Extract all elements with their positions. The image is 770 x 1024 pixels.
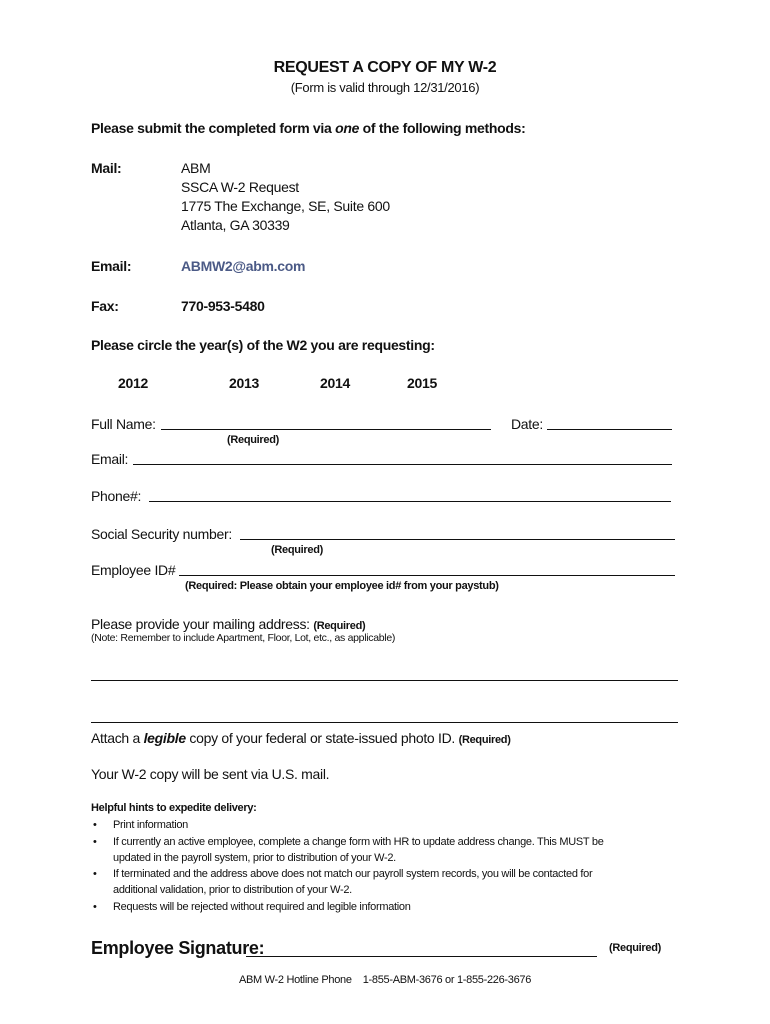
year-option[interactable]: 2013 (229, 375, 259, 391)
employee-id-label: Employee ID# (91, 562, 176, 578)
footer-hotline: ABM W-2 Hotline Phone 1-855-ABM-3676 or 1-855-226-3676 (238, 974, 532, 986)
mailing-address-label (91, 617, 365, 632)
submit-heading (91, 121, 526, 135)
submit-heading-pre: Please submit the completed form via (91, 120, 336, 136)
year-option[interactable]: 2014 (320, 375, 350, 391)
year-option[interactable]: 2015 (407, 375, 437, 391)
mailing-address-line-1[interactable] (91, 680, 678, 681)
mailing-address-text: Please provide your mailing address: (91, 616, 310, 632)
page-title: REQUEST A COPY OF MY W-2 (273, 59, 497, 76)
mail-address-line: ABM (181, 160, 211, 176)
phone-label: Phone#: (91, 488, 142, 504)
hints-heading: Helpful hints to expedite delivery: (91, 802, 257, 814)
required-note: (Required) (227, 434, 280, 446)
submit-heading-em: one (335, 120, 360, 136)
hint-item: Requests will be rejected without required and legible information (113, 901, 411, 913)
hint-item: If currently an active employee, complete a change form with HR to update address change. This MUST be (113, 836, 604, 848)
email-label: Email: (91, 451, 129, 467)
mail-label: Mail: (91, 160, 122, 176)
attach-id-instruction (91, 731, 511, 746)
email-field[interactable] (133, 464, 672, 465)
required-note: (Required) (313, 620, 366, 632)
phone-field[interactable] (149, 501, 671, 502)
signature-label: Employee Signature: (91, 938, 265, 958)
bullet-icon: • (93, 819, 97, 831)
attach-em: legible (143, 730, 186, 746)
hint-item-cont: updated in the payroll system, prior to distribution of your W-2. (113, 852, 396, 864)
email-link-text[interactable]: ABMW2@abm.com (181, 258, 306, 274)
mailing-address-note: (Note: Remember to include Apartment, Floor, Lot, etc., as applicable) (91, 632, 396, 644)
hint-item-cont: additional validation, prior to distribution of your W-2. (113, 884, 352, 896)
ssn-field[interactable] (240, 539, 675, 540)
year-option[interactable]: 2012 (118, 375, 148, 391)
ssn-label: Social Security number: (91, 526, 232, 542)
mail-delivery-note: Your W-2 copy will be sent via U.S. mail. (91, 766, 330, 782)
email-link[interactable] (181, 259, 305, 273)
years-heading: Please circle the year(s) of the W2 you are requesting: (91, 337, 435, 353)
employee-id-note: (Required: Please obtain your employee id# from your paystub) (185, 580, 499, 592)
full-name-label: Full Name: (91, 416, 156, 432)
hint-item: Print information (113, 819, 188, 831)
fax-number: 770-953-5480 (181, 298, 265, 314)
signature-field[interactable] (246, 956, 597, 957)
mail-address-line: Atlanta, GA 30339 (181, 217, 290, 233)
submit-heading-post: of the following methods: (359, 120, 526, 136)
required-note: (Required) (609, 942, 662, 954)
bullet-icon: • (93, 901, 97, 913)
attach-pre: Attach a (91, 730, 144, 746)
required-note: (Required) (271, 544, 324, 556)
bullet-icon: • (93, 836, 97, 848)
mailing-address-line-2[interactable] (91, 722, 678, 723)
hint-item: If terminated and the address above does not match our payroll system records, you will be contacted for (113, 868, 593, 880)
mail-address-line: SSCA W-2 Request (181, 179, 299, 195)
email-method-label: Email: (91, 258, 132, 274)
date-label: Date: (511, 416, 543, 432)
mail-address-line: 1775 The Exchange, SE, Suite 600 (181, 198, 390, 214)
bullet-icon: • (93, 868, 97, 880)
required-note: (Required) (458, 734, 511, 746)
attach-post: copy of your federal or state-issued photo ID. (185, 730, 455, 746)
employee-id-field[interactable] (179, 575, 675, 576)
validity-note: (Form is valid through 12/31/2016) (290, 80, 480, 95)
full-name-field[interactable] (161, 429, 491, 430)
fax-label: Fax: (91, 298, 119, 314)
date-field[interactable] (547, 429, 672, 430)
